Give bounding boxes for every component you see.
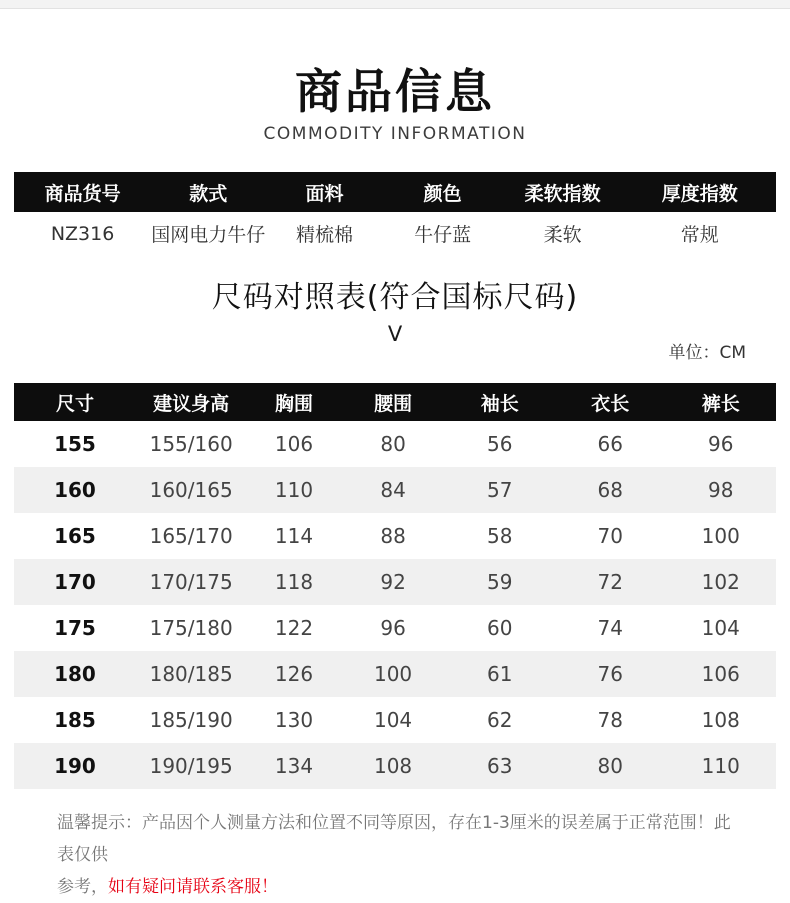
page-title: 商品信息 [295, 65, 495, 120]
size-cell-value: 61 [487, 662, 513, 686]
size-cell-value: 66 [597, 432, 623, 456]
size-cell-value: 96 [380, 616, 406, 640]
table-row [14, 651, 776, 697]
size-cell-value: 102 [701, 570, 740, 594]
product-info-header-style: 款式 [189, 182, 228, 205]
size-cell-value: 130 [274, 708, 314, 732]
size-cell-value: 80 [597, 754, 623, 778]
size-cell-label: 170 [54, 570, 96, 594]
size-cell-value: 108 [701, 708, 740, 732]
size-cell-label: 180 [54, 662, 96, 686]
table-row [14, 743, 776, 789]
product-info-value-softness: 柔软 [543, 224, 582, 246]
chevron-down-icon: V [387, 322, 403, 346]
size-table-header-pants-length: 裤长 [665, 383, 776, 421]
size-table-header-height: 建议身高 [136, 383, 246, 421]
size-cell-value: 70 [597, 524, 623, 548]
product-info-header-thickness: 厚度指数 [661, 182, 738, 205]
size-cell-label: 185 [54, 708, 96, 732]
size-table-header-row [14, 383, 776, 421]
size-chart-title: 尺码对照表(符合国标尺码) [211, 280, 579, 315]
size-cell-value: 175/180 [149, 616, 233, 640]
size-cell-value: 60 [487, 616, 513, 640]
size-cell-value: 155/160 [149, 432, 233, 456]
notice-line2-red: 如有疑问请联系客服！ [108, 877, 278, 897]
product-info-value-style: 国网电力牛仔 [151, 224, 266, 246]
size-table-header-garment-length: 衣长 [555, 383, 665, 421]
table-row [14, 697, 776, 743]
size-table-body [14, 421, 776, 789]
size-cell-value: 74 [597, 616, 623, 640]
size-cell-label: 190 [54, 754, 96, 778]
size-chart-subheader-row [14, 315, 776, 361]
product-info-value-item-no: NZ316 [50, 222, 115, 245]
size-cell-value: 76 [597, 662, 623, 686]
size-cell-label: 165 [54, 524, 96, 548]
size-cell-value: 106 [701, 662, 740, 686]
unit-label: 单位：CM [668, 343, 746, 363]
product-info-header-color: 颜色 [423, 182, 462, 205]
product-info-header-item-no: 商品货号 [44, 182, 121, 205]
size-cell-value: 100 [701, 524, 740, 548]
table-row [14, 421, 776, 467]
size-cell-value: 170/175 [149, 570, 233, 594]
size-cell-value: 108 [373, 754, 413, 778]
size-cell-value: 59 [487, 570, 513, 594]
size-cell-value: 165/170 [149, 524, 233, 548]
size-cell-value: 110 [701, 754, 740, 778]
size-cell-value: 114 [274, 524, 314, 548]
size-cell-value: 100 [373, 662, 413, 686]
notice-text [57, 807, 738, 903]
size-cell-value: 126 [274, 662, 314, 686]
size-cell-value: 190/195 [149, 754, 233, 778]
size-cell-value: 160/165 [149, 478, 233, 502]
size-table-header-sleeve: 袖长 [445, 383, 555, 421]
size-cell-value: 58 [487, 524, 513, 548]
size-cell-value: 96 [708, 432, 734, 456]
size-cell-value: 80 [380, 432, 406, 456]
top-divider-strip [0, 0, 790, 9]
product-info-value-color: 牛仔蓝 [414, 224, 472, 246]
size-cell-value: 57 [487, 478, 513, 502]
size-cell-value: 134 [274, 754, 314, 778]
size-cell-value: 68 [597, 478, 623, 502]
product-info-header-softness: 柔软指数 [524, 182, 601, 205]
size-cell-value: 106 [274, 432, 314, 456]
size-cell-value: 104 [373, 708, 413, 732]
size-cell-value: 92 [380, 570, 406, 594]
size-cell-value: 98 [708, 478, 734, 502]
table-row [14, 467, 776, 513]
size-cell-value: 180/185 [149, 662, 233, 686]
product-info-header-fabric: 面料 [305, 182, 344, 205]
table-row [14, 605, 776, 651]
product-info-header-row [14, 172, 776, 212]
size-cell-value: 88 [380, 524, 406, 548]
product-info-value-row [14, 212, 776, 255]
size-cell-value: 56 [487, 432, 513, 456]
size-cell-label: 160 [54, 478, 96, 502]
product-info-value-thickness: 常规 [680, 224, 719, 246]
size-cell-value: 104 [701, 616, 740, 640]
size-chart-table [14, 383, 776, 789]
size-cell-value: 78 [597, 708, 623, 732]
table-row [14, 513, 776, 559]
size-table-header-chest: 胸围 [246, 383, 341, 421]
size-cell-value: 110 [274, 478, 314, 502]
size-table-header-size: 尺寸 [14, 383, 136, 421]
page-subtitle: COMMODITY INFORMATION [263, 124, 527, 144]
size-cell-label: 175 [54, 616, 96, 640]
size-cell-value: 185/190 [149, 708, 233, 732]
size-cell-value: 63 [487, 754, 513, 778]
size-cell-label: 155 [54, 432, 96, 456]
size-cell-value: 122 [274, 616, 314, 640]
size-cell-value: 84 [380, 478, 406, 502]
size-cell-value: 72 [597, 570, 623, 594]
size-cell-value: 62 [487, 708, 513, 732]
size-cell-value: 118 [274, 570, 314, 594]
notice-line1: 温馨提示：产品因个人测量方法和位置不同等原因，存在1-3厘米的误差属于正常范围！此表仅供 [57, 813, 731, 865]
size-table-header-waist: 腰围 [342, 383, 445, 421]
table-row [14, 559, 776, 605]
notice-line2-gray: 参考， [57, 877, 108, 897]
product-info-value-fabric: 精梳棉 [296, 224, 354, 246]
product-info-section [14, 172, 776, 255]
